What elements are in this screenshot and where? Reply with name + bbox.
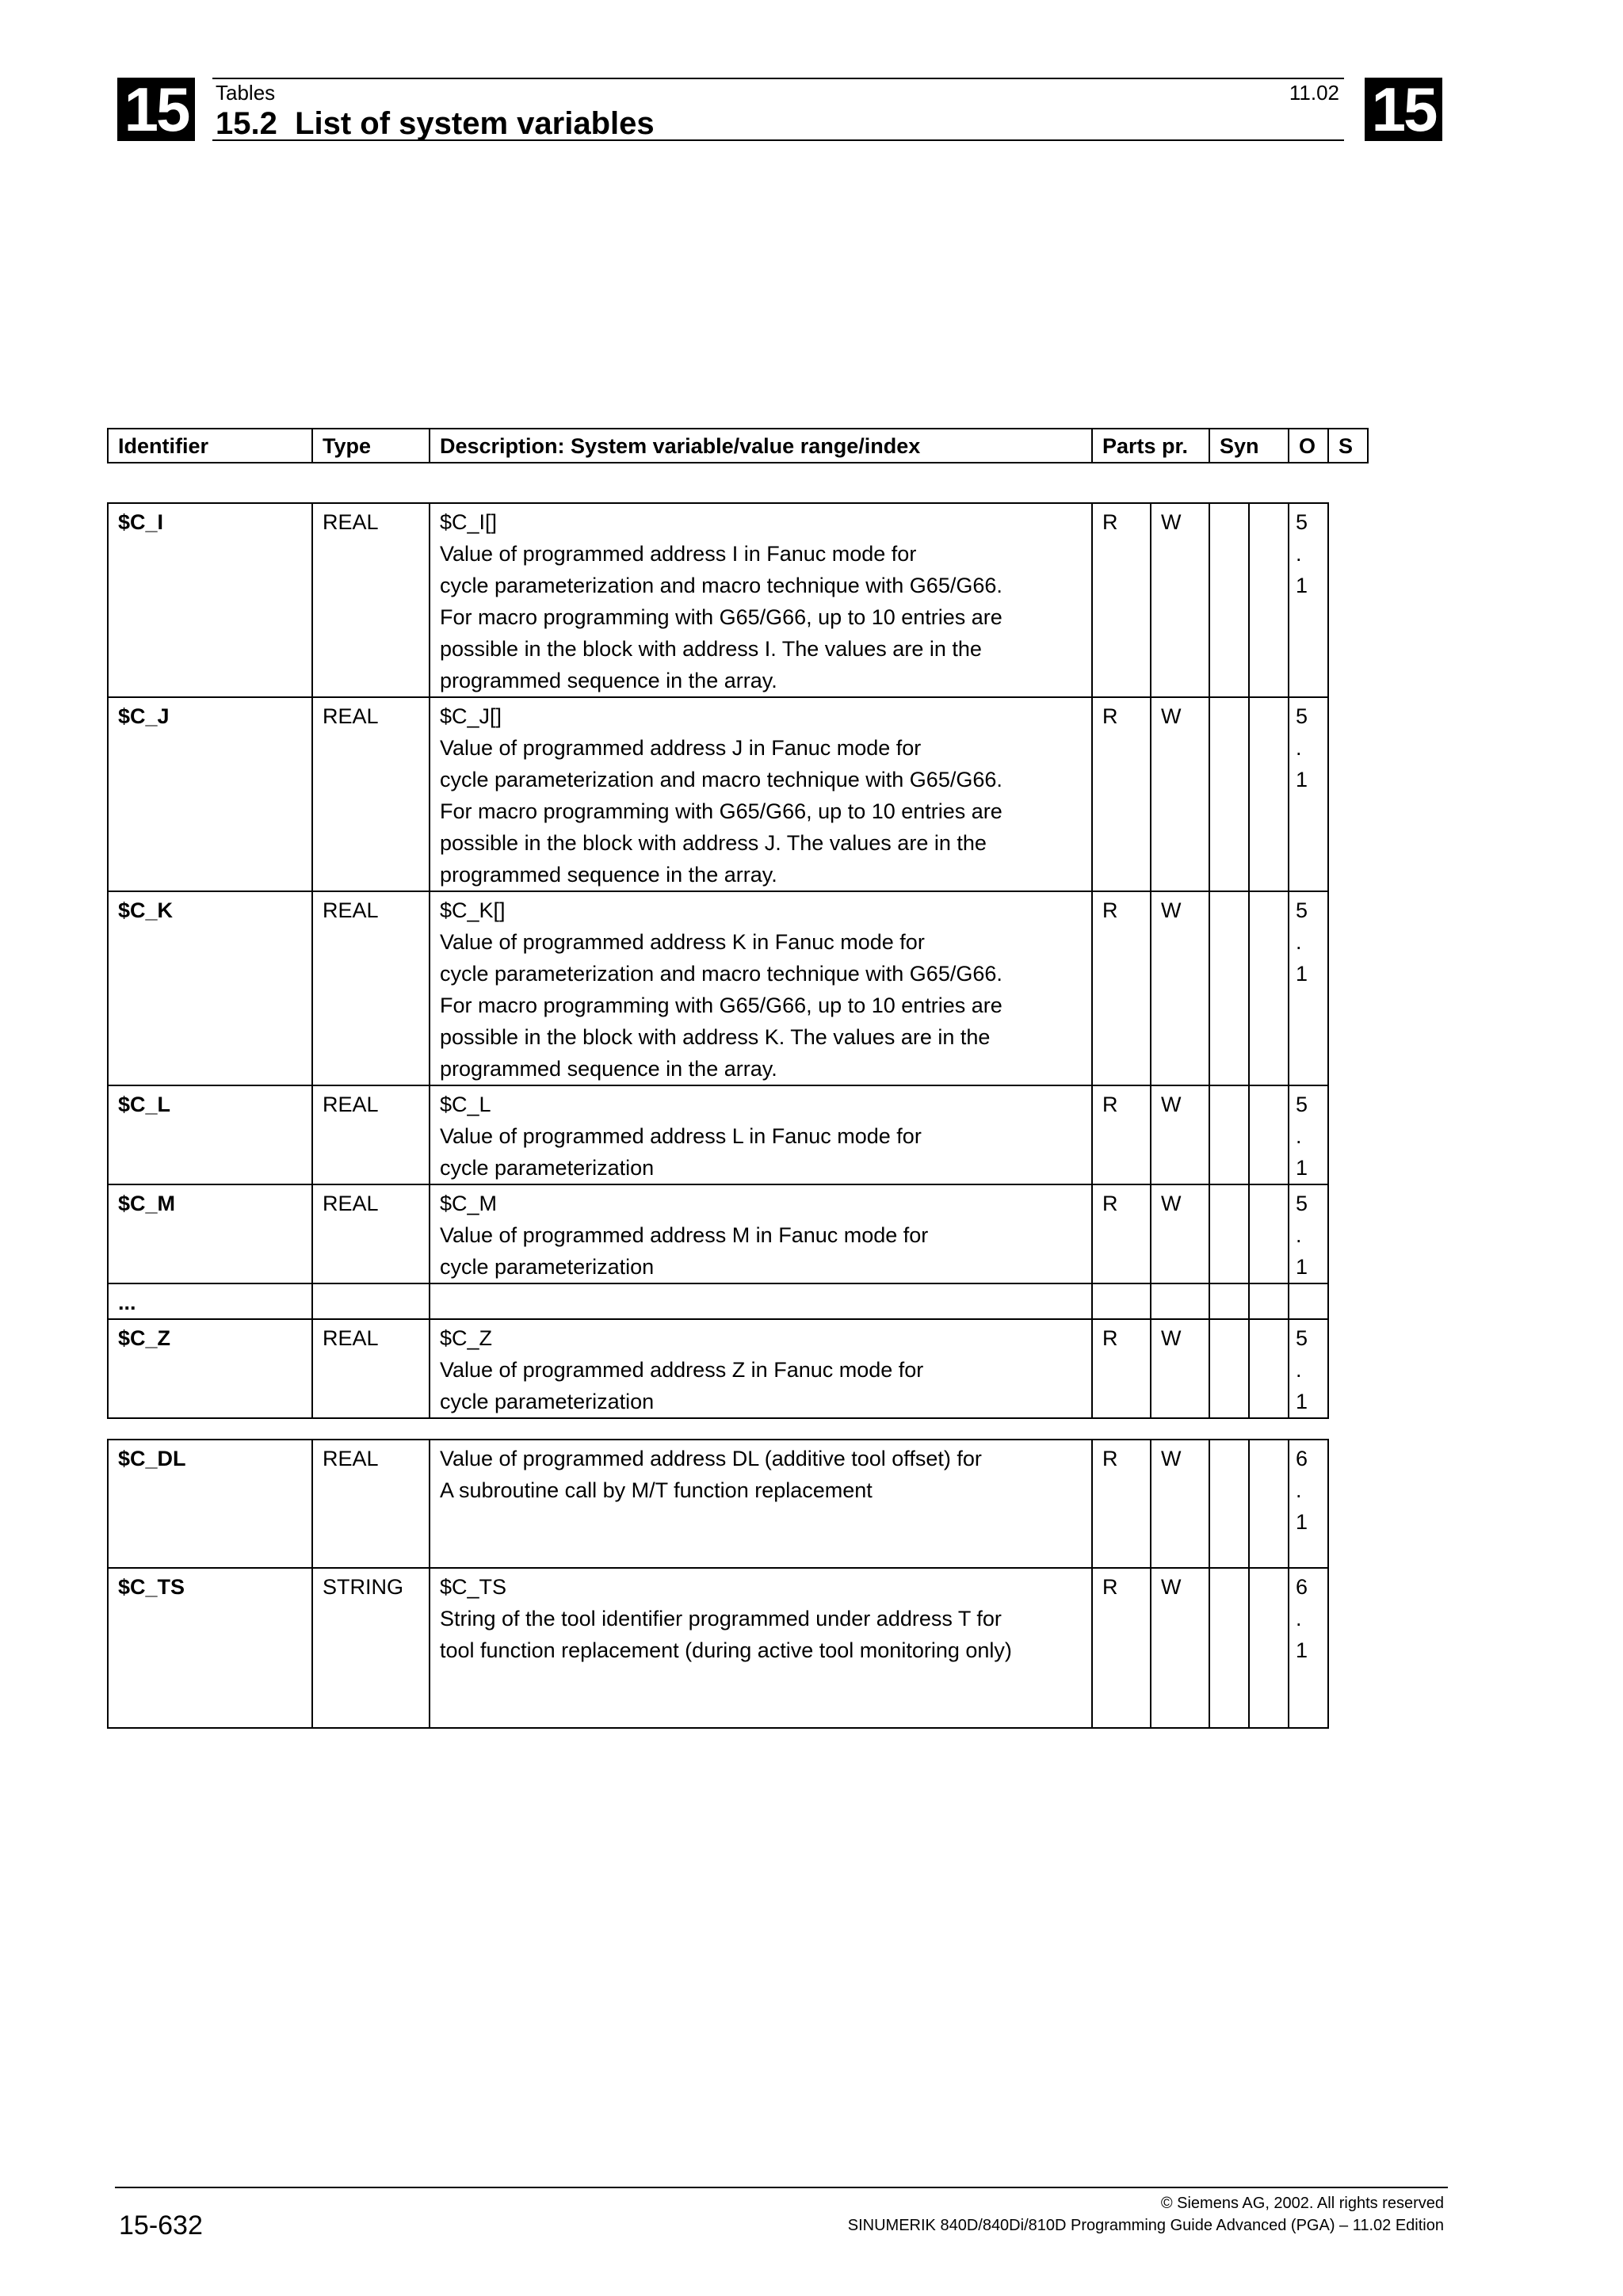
description-line: $C_J[]: [440, 704, 502, 728]
s-value-line: 5: [1296, 898, 1308, 922]
s-value-line: .: [1296, 1478, 1302, 1502]
s-value-line: 5: [1296, 510, 1308, 534]
s-value-line: 5: [1296, 1093, 1308, 1116]
write-access-cell: W: [1151, 891, 1209, 1085]
s-cell: [1289, 697, 1328, 891]
chapter-badge-right: 15: [1365, 78, 1442, 141]
type-cell: REAL: [312, 891, 430, 1085]
read-access-cell: R: [1092, 1184, 1151, 1283]
read-access-cell: R: [1092, 1568, 1151, 1728]
type-cell: STRING: [312, 1568, 430, 1728]
syn-cell: [1209, 891, 1249, 1085]
description-line: cycle parameterization and macro technique with G65/G66.: [440, 768, 1002, 791]
description-line: Value of programmed address L in Fanuc mode for: [440, 1124, 922, 1148]
type-cell: [312, 1283, 430, 1319]
description-line: tool function replacement (during active tool monitoring only): [440, 1638, 1012, 1662]
s-value-line: 5: [1296, 1326, 1308, 1350]
o-cell: [1249, 503, 1289, 697]
s-value-line: 5: [1296, 704, 1308, 728]
s-value-line: 1: [1296, 962, 1308, 986]
description-line: cycle parameterization: [440, 1255, 655, 1279]
s-value-line: 1: [1296, 1156, 1308, 1180]
o-cell: [1249, 697, 1289, 891]
description-line: $C_TS: [440, 1575, 507, 1599]
book-title: SINUMERIK 840D/840Di/810D Programming Guide Advanced (PGA) – 11.02 Edition: [847, 2217, 1444, 2234]
write-access-cell: W: [1151, 1440, 1209, 1568]
s-cell: [1289, 1440, 1328, 1568]
description-line: Value of programmed address M in Fanuc mode for: [440, 1223, 929, 1247]
col-o: O: [1289, 429, 1328, 463]
description-line: programmed sequence in the array.: [440, 669, 777, 692]
write-access-cell: W: [1151, 1568, 1209, 1728]
col-syn: Syn: [1209, 429, 1289, 463]
s-value-line: .: [1296, 930, 1302, 954]
col-identifier: Identifier: [108, 429, 312, 463]
type-cell: REAL: [312, 503, 430, 697]
identifier-cell: $C_TS: [108, 1568, 312, 1728]
s-value-line: 1: [1296, 1255, 1308, 1279]
description-line: $C_L: [440, 1093, 491, 1116]
table-row: [108, 1184, 1328, 1283]
type-cell: REAL: [312, 1184, 430, 1283]
description-cell: [430, 1568, 1092, 1728]
table-row: [108, 1283, 1328, 1319]
syn-cell: [1209, 1568, 1249, 1728]
identifier-cell: $C_K: [108, 891, 312, 1085]
s-cell: [1289, 1085, 1328, 1184]
description-line: cycle parameterization and macro technique with G65/G66.: [440, 574, 1002, 597]
page-title: 15.2 List of system variables: [216, 106, 655, 141]
write-access-cell: W: [1151, 1319, 1209, 1418]
s-value-line: .: [1296, 1223, 1302, 1247]
type-cell: REAL: [312, 1440, 430, 1568]
s-cell: [1289, 1568, 1328, 1728]
write-access-cell: W: [1151, 503, 1209, 697]
s-value-line: 1: [1296, 574, 1308, 597]
s-cell: [1289, 1184, 1328, 1283]
description-line: String of the tool identifier programmed under address T for: [440, 1607, 1002, 1630]
description-cell: [430, 697, 1092, 891]
s-value-line: 6: [1296, 1575, 1308, 1599]
description-line: $C_Z: [440, 1326, 493, 1350]
description-line: Value of programmed address DL (additive tool offset) for: [440, 1447, 982, 1470]
footer-rule: [115, 2187, 1448, 2188]
description-cell: [430, 1283, 1092, 1319]
description-line: $C_K[]: [440, 898, 506, 922]
s-value-line: 6: [1296, 1447, 1308, 1470]
description-cell: [430, 503, 1092, 697]
syn-cell: [1209, 1184, 1249, 1283]
description-line: For macro programming with G65/G66, up to 10 entries are: [440, 799, 1002, 823]
o-cell: [1249, 891, 1289, 1085]
description-line: Value of programmed address J in Fanuc mode for: [440, 736, 922, 760]
type-cell: REAL: [312, 1319, 430, 1418]
s-value-line: 1: [1296, 1390, 1308, 1413]
syn-cell: [1209, 1085, 1249, 1184]
syn-cell: [1209, 1283, 1249, 1319]
s-value-line: .: [1296, 1607, 1302, 1630]
write-access-cell: W: [1151, 697, 1209, 891]
identifier-cell: $C_M: [108, 1184, 312, 1283]
description-line: For macro programming with G65/G66, up to 10 entries are: [440, 994, 1002, 1017]
identifier-cell: $C_DL: [108, 1440, 312, 1568]
description-line: cycle parameterization and macro technique with G65/G66.: [440, 962, 1002, 986]
read-access-cell: R: [1092, 1319, 1151, 1418]
read-access-cell: R: [1092, 1440, 1151, 1568]
table-row: [108, 1568, 1328, 1728]
identifier-cell: $C_I: [108, 503, 312, 697]
description-line: cycle parameterization: [440, 1390, 655, 1413]
section-label: Tables: [216, 81, 276, 105]
table-row: [108, 1319, 1328, 1418]
o-cell: [1249, 1440, 1289, 1568]
col-type: Type: [312, 429, 430, 463]
description-line: possible in the block with address J. The values are in the: [440, 831, 987, 855]
replacement-variable-table: [107, 1439, 1329, 1729]
write-access-cell: [1151, 1283, 1209, 1319]
description-line: possible in the block with address K. The values are in the: [440, 1025, 991, 1049]
system-variable-table: [107, 502, 1329, 1419]
write-access-cell: W: [1151, 1085, 1209, 1184]
s-value-line: .: [1296, 1124, 1302, 1148]
s-value-line: .: [1296, 1358, 1302, 1382]
header-bottom-rule: [212, 139, 1344, 141]
s-value-line: 1: [1296, 1510, 1308, 1534]
write-access-cell: W: [1151, 1184, 1209, 1283]
s-cell: [1289, 891, 1328, 1085]
description-line: Value of programmed address I in Fanuc mode for: [440, 542, 917, 566]
description-line: programmed sequence in the array.: [440, 1057, 777, 1081]
s-value-line: 1: [1296, 768, 1308, 791]
description-line: Value of programmed address K in Fanuc mode for: [440, 930, 925, 954]
read-access-cell: R: [1092, 891, 1151, 1085]
description-cell: [430, 1440, 1092, 1568]
syn-cell: [1209, 1319, 1249, 1418]
description-line: Value of programmed address Z in Fanuc mode for: [440, 1358, 924, 1382]
s-value-line: 1: [1296, 1638, 1308, 1662]
identifier-cell: ...: [108, 1283, 312, 1319]
col-parts-pr: Parts pr.: [1092, 429, 1209, 463]
s-cell: [1289, 1283, 1328, 1319]
s-value-line: .: [1296, 542, 1302, 566]
type-cell: REAL: [312, 1085, 430, 1184]
description-line: A subroutine call by M/T function replacement: [440, 1478, 873, 1502]
description-cell: [430, 1085, 1092, 1184]
column-header-table: [107, 428, 1369, 463]
syn-cell: [1209, 503, 1249, 697]
header-top-rule: [212, 78, 1344, 79]
description-cell: [430, 891, 1092, 1085]
o-cell: [1249, 1085, 1289, 1184]
syn-cell: [1209, 697, 1249, 891]
read-access-cell: R: [1092, 1085, 1151, 1184]
column-header-row: [108, 429, 1368, 463]
syn-cell: [1209, 1440, 1249, 1568]
description-line: For macro programming with G65/G66, up to 10 entries are: [440, 605, 1002, 629]
page-number: 15-632: [119, 2210, 203, 2241]
table-row: [108, 697, 1328, 891]
description-line: programmed sequence in the array.: [440, 863, 777, 887]
table-row: [108, 503, 1328, 697]
description-line: $C_M: [440, 1192, 498, 1215]
description-cell: [430, 1184, 1092, 1283]
description-cell: [430, 1319, 1092, 1418]
o-cell: [1249, 1283, 1289, 1319]
read-access-cell: [1092, 1283, 1151, 1319]
s-value-line: 5: [1296, 1192, 1308, 1215]
type-cell: REAL: [312, 697, 430, 891]
col-description: Description: System variable/value range/index: [430, 429, 1092, 463]
o-cell: [1249, 1184, 1289, 1283]
table-row: [108, 1440, 1328, 1568]
o-cell: [1249, 1568, 1289, 1728]
read-access-cell: R: [1092, 503, 1151, 697]
col-s: S: [1328, 429, 1368, 463]
chapter-badge-left: 15: [117, 78, 195, 141]
description-line: cycle parameterization: [440, 1156, 655, 1180]
description-line: possible in the block with address I. The values are in the: [440, 637, 982, 661]
s-cell: [1289, 1319, 1328, 1418]
table-row: [108, 1085, 1328, 1184]
description-line: $C_I[]: [440, 510, 498, 534]
identifier-cell: $C_L: [108, 1085, 312, 1184]
o-cell: [1249, 1319, 1289, 1418]
identifier-cell: $C_J: [108, 697, 312, 891]
s-cell: [1289, 503, 1328, 697]
table-row: [108, 891, 1328, 1085]
read-access-cell: R: [1092, 697, 1151, 891]
identifier-cell: $C_Z: [108, 1319, 312, 1418]
edition-date: 11.02: [1289, 81, 1339, 105]
s-value-line: .: [1296, 736, 1302, 760]
copyright-notice: © Siemens AG, 2002. All rights reserved: [1160, 2195, 1444, 2212]
